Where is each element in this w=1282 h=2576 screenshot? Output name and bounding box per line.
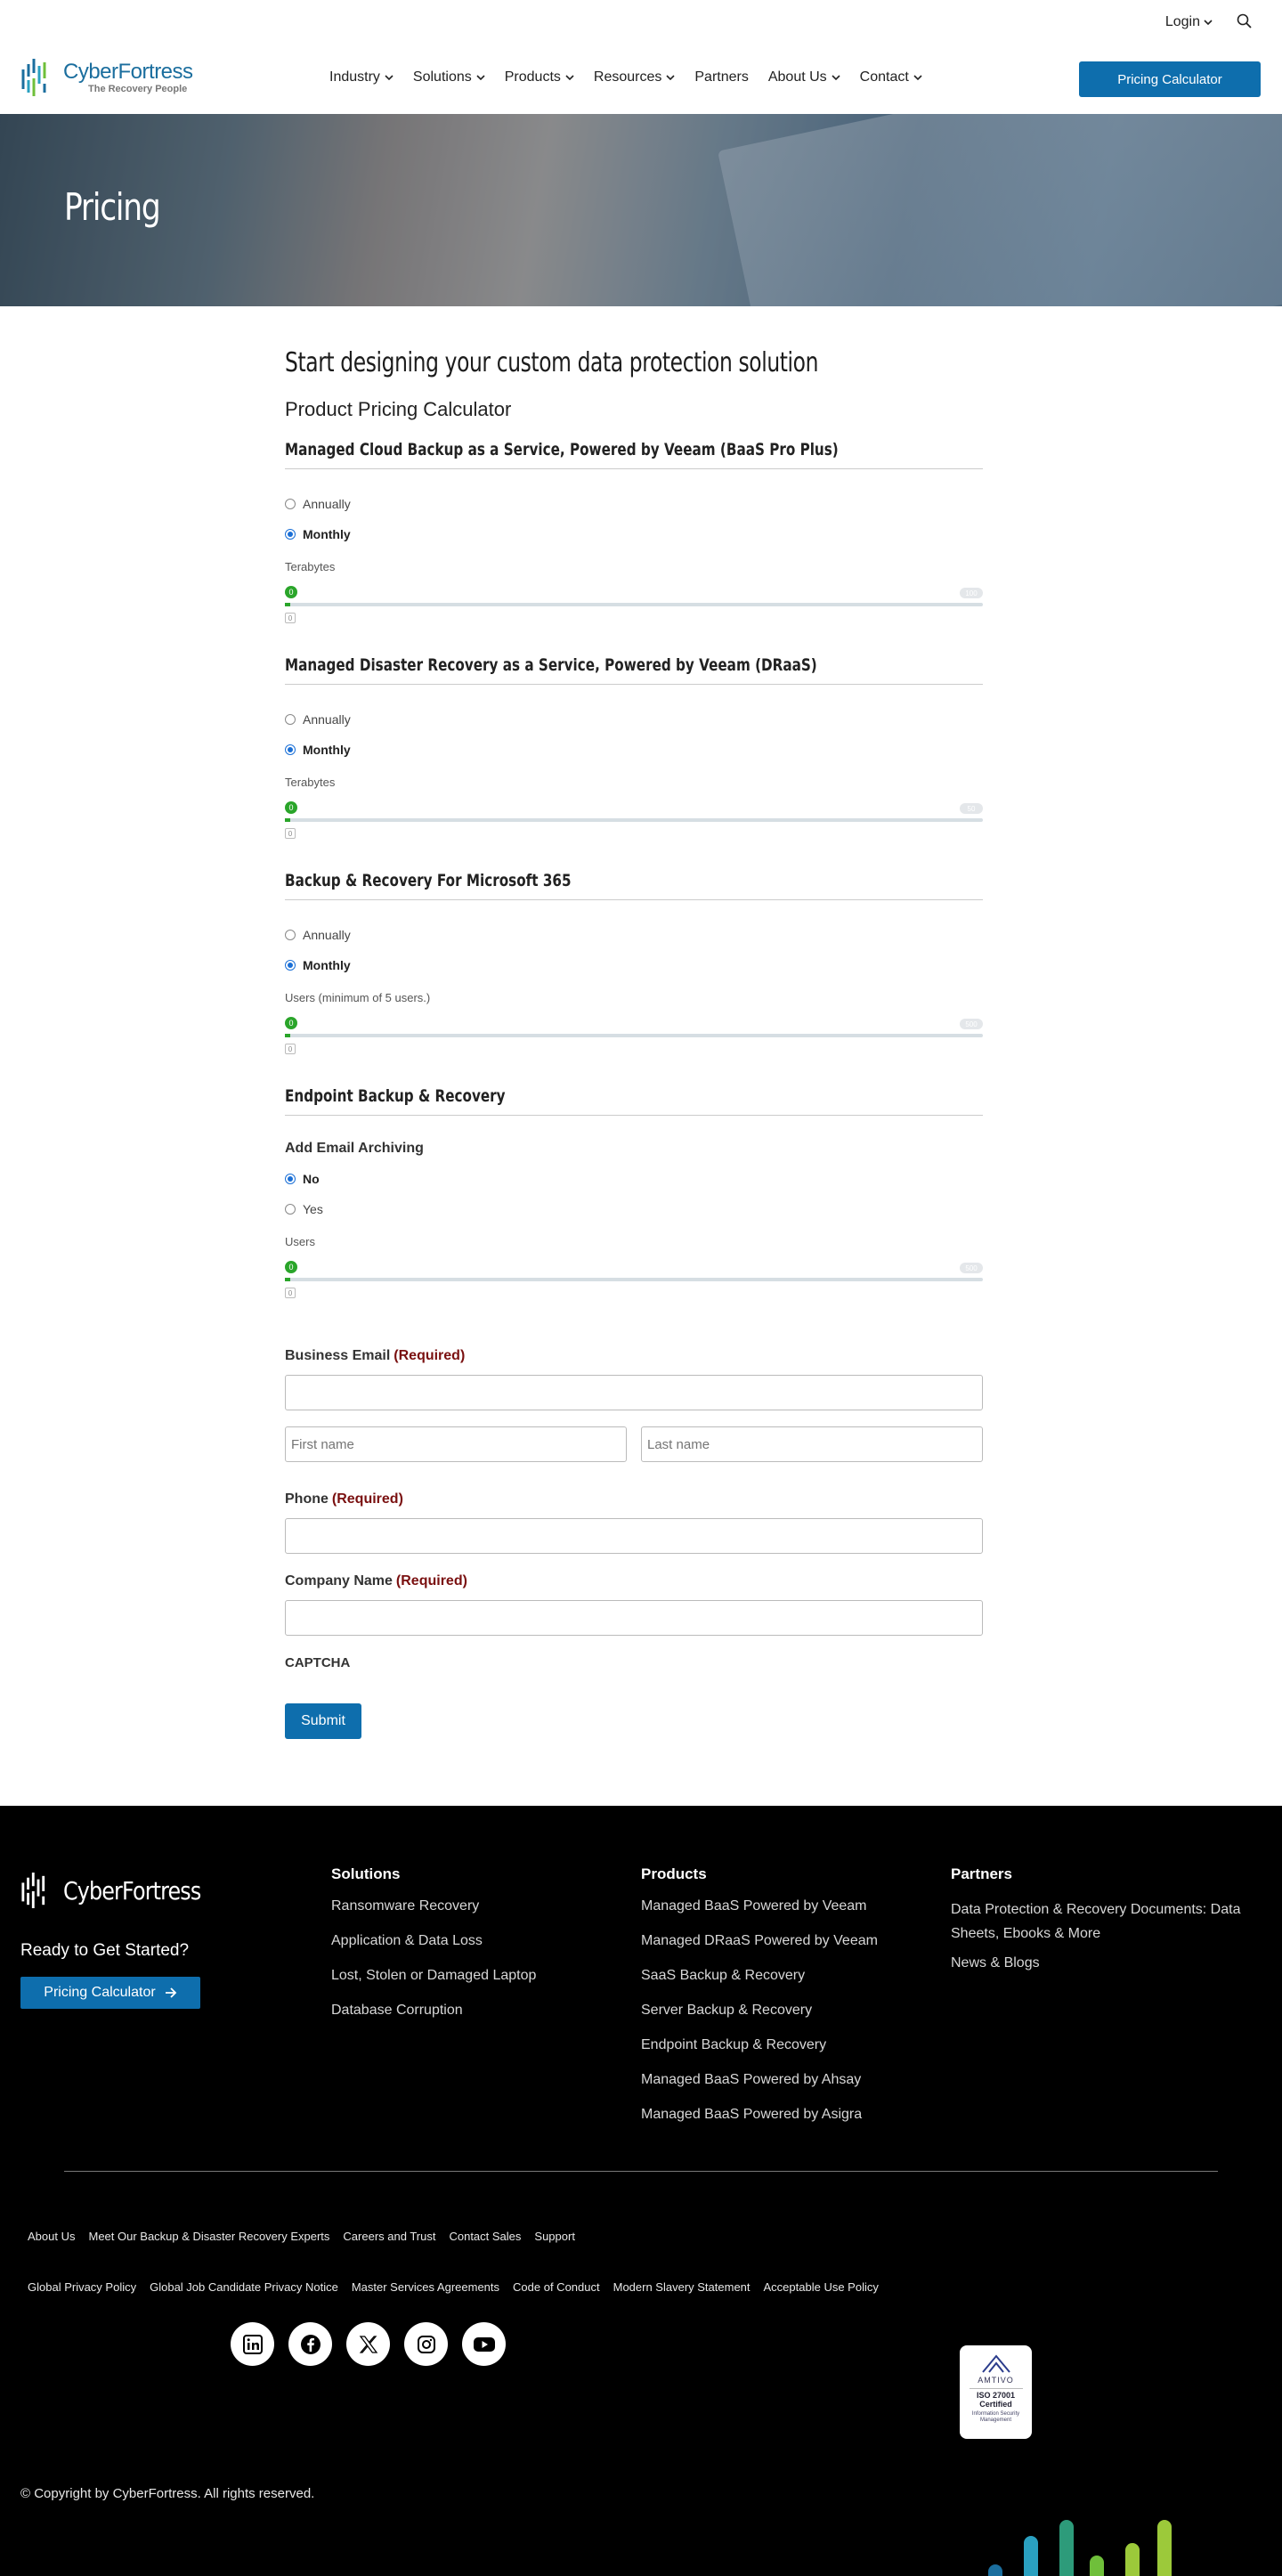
nav-label: Resources — [593, 69, 662, 85]
nav-item-products[interactable] — [505, 69, 574, 85]
footer-link[interactable]: Data Protection & Recovery Documents: Data Sheets, Ebooks & More — [951, 1902, 1241, 1941]
radio-button[interactable] — [285, 529, 296, 540]
radio-monthly[interactable] — [285, 735, 983, 765]
radio-label: Annually — [303, 497, 351, 511]
legal-link[interactable]: Contact Sales — [449, 2230, 522, 2243]
pricing-form — [285, 347, 983, 1728]
nav-item-contact[interactable] — [860, 69, 922, 85]
terabytes-slider[interactable] — [285, 581, 983, 625]
slider-max: 500 — [960, 1019, 983, 1029]
iso-org: AMTIVO — [978, 2376, 1014, 2385]
slider-label: Users (minimum of 5 users.) — [285, 991, 431, 1004]
radio-button[interactable] — [285, 1204, 296, 1215]
radio-label: Annually — [303, 928, 351, 942]
footer-link[interactable]: Endpoint Backup & Recovery — [641, 2037, 827, 2052]
slider-label: Terabytes — [285, 776, 336, 789]
slider-label: Users — [285, 1235, 315, 1248]
section-title: Endpoint Backup & Recovery — [285, 1086, 506, 1106]
footer-column-products — [641, 1865, 935, 2141]
captcha-label: CAPTCHA — [285, 1655, 351, 1670]
footer-link[interactable]: News & Blogs — [951, 1955, 1040, 1971]
login-menu[interactable] — [1165, 14, 1213, 30]
nav-label: Products — [504, 69, 561, 85]
linkedin-icon — [242, 2334, 264, 2355]
amtivo-logo-icon — [980, 2354, 1012, 2374]
radio-monthly[interactable] — [285, 519, 983, 549]
logo-mark-icon — [20, 1870, 56, 1911]
chevron-down-icon — [385, 73, 394, 82]
pricing-calculator-button[interactable]: Pricing Calculator — [1079, 61, 1261, 97]
button-label: Pricing Calculator — [44, 1985, 156, 2000]
form-heading: Start designing your custom data protection solution — [285, 347, 819, 378]
facebook-link[interactable] — [288, 2322, 332, 2366]
chevron-down-icon — [565, 73, 574, 82]
slider-track[interactable] — [285, 818, 983, 822]
slider-value-box: 0 — [285, 828, 296, 839]
legal-link[interactable]: Master Services Agreements — [351, 2280, 500, 2294]
column-title: Solutions — [331, 1865, 401, 1882]
linkedin-link[interactable] — [231, 2322, 274, 2366]
decor-bar — [988, 2564, 1002, 2576]
label-text: Phone — [285, 1491, 329, 1507]
chevron-down-icon — [832, 73, 840, 82]
product-section-baas — [285, 440, 983, 625]
users-slider[interactable] — [285, 1255, 983, 1300]
label-text: Business Email — [285, 1348, 391, 1363]
radio-annually[interactable] — [285, 920, 983, 950]
last-name-input[interactable] — [641, 1426, 983, 1462]
decor-bar — [1125, 2543, 1140, 2576]
radio-label: Yes — [303, 1202, 323, 1216]
company-name-label — [285, 1573, 983, 1589]
slider-handle[interactable]: 0 — [285, 801, 297, 814]
slider-value-box: 0 — [285, 1288, 296, 1298]
footer-legal-links-row-2 — [28, 2280, 879, 2294]
legal-link[interactable]: Support — [534, 2230, 575, 2243]
logo-mark-icon — [20, 57, 58, 98]
footer-link[interactable]: Server Backup & Recovery — [641, 2003, 813, 2018]
radio-button[interactable] — [285, 1174, 296, 1184]
login-label: Login — [1164, 14, 1200, 29]
label-text: Company Name — [285, 1573, 393, 1589]
footer-brand-logo[interactable] — [20, 1870, 225, 1911]
legal-link[interactable]: Global Job Candidate Privacy Notice — [150, 2280, 338, 2294]
slider-handle[interactable]: 0 — [285, 1261, 297, 1273]
column-title: Products — [641, 1865, 707, 1882]
phone-group — [285, 1491, 983, 1554]
footer-link[interactable]: Lost, Stolen or Damaged Laptop — [331, 1968, 537, 1983]
x-icon — [358, 2334, 379, 2355]
radio-button[interactable] — [285, 499, 296, 509]
required-marker: (Required) — [394, 1348, 466, 1363]
business-email-input[interactable] — [285, 1375, 983, 1410]
legal-link[interactable]: Acceptable Use Policy — [763, 2280, 879, 2294]
nav-label: Industry — [329, 69, 380, 85]
legal-link[interactable]: Global Privacy Policy — [28, 2280, 137, 2294]
decor-bar — [1059, 2520, 1074, 2576]
slider-track[interactable] — [285, 603, 983, 606]
radio-label: Monthly — [303, 527, 351, 541]
chevron-down-icon — [476, 73, 485, 82]
brand-logo[interactable] — [20, 57, 193, 98]
business-email-label — [285, 1348, 983, 1364]
company-name-input[interactable] — [285, 1600, 983, 1636]
slider-fill — [285, 1034, 290, 1037]
slider-handle[interactable]: 0 — [285, 1017, 297, 1029]
instagram-link[interactable] — [404, 2322, 448, 2366]
section-title: Managed Cloud Backup as a Service, Powered by Veeam (BaaS Pro Plus) — [285, 440, 839, 459]
slider-max: 100 — [960, 588, 983, 598]
required-marker: (Required) — [395, 1573, 467, 1589]
nav-label: Contact — [859, 69, 909, 85]
legal-link[interactable]: Meet Our Backup & Disaster Recovery Experts — [88, 2230, 330, 2243]
radio-annually[interactable] — [285, 489, 983, 519]
footer-link[interactable]: Managed BaaS Powered by Asigra — [641, 2107, 863, 2122]
footer-link[interactable]: Database Corruption — [331, 2003, 463, 2018]
x-link[interactable] — [346, 2322, 390, 2366]
slider-max: 500 — [960, 1263, 983, 1273]
decor-bar — [1157, 2520, 1172, 2576]
iso-certified: Certified — [979, 2400, 1012, 2409]
first-name-input[interactable] — [285, 1426, 627, 1462]
nav-menu — [329, 69, 922, 85]
copyright-text: © Copyright by CyberFortress. All rights reserved. — [20, 2486, 315, 2501]
arrow-right-icon — [165, 1987, 177, 1998]
email-archiving-title: Add Email Archiving — [285, 1141, 424, 1156]
company-name-group — [285, 1573, 983, 1636]
legal-link[interactable]: Code of Conduct — [513, 2280, 600, 2294]
slider-track[interactable] — [285, 1034, 983, 1037]
radio-button[interactable] — [285, 744, 296, 755]
main-navigation — [0, 46, 1282, 114]
footer-brand-name: CyberFortress — [63, 1875, 201, 1906]
section-title: Managed Disaster Recovery as a Service, Powered by Veeam (DRaaS) — [285, 655, 817, 675]
radio-monthly[interactable] — [285, 950, 983, 980]
product-section-draas — [285, 655, 983, 841]
decorative-bars-graphic — [979, 2500, 1282, 2576]
phone-label — [285, 1491, 983, 1507]
slider-value-box: 0 — [285, 1044, 296, 1054]
brand-name: CyberFortress — [63, 59, 193, 84]
footer-divider — [64, 2171, 1218, 2172]
nav-label: Solutions — [412, 69, 472, 85]
nav-item-resources[interactable] — [594, 69, 675, 85]
slider-track[interactable] — [285, 1278, 983, 1281]
brand-tagline: The Recovery People — [88, 83, 188, 94]
slider-fill — [285, 1278, 290, 1281]
column-title: Partners — [951, 1865, 1012, 1882]
name-fields — [285, 1426, 983, 1462]
terabytes-slider[interactable] — [285, 796, 983, 841]
hero-banner — [0, 114, 1282, 306]
radio-no[interactable] — [285, 1164, 983, 1194]
footer — [0, 1806, 1282, 2576]
form-subheading: Product Pricing Calculator — [285, 398, 512, 420]
footer-link[interactable]: Application & Data Loss — [331, 1933, 483, 1948]
slider-max: 50 — [960, 803, 983, 814]
legal-link[interactable]: Careers and Trust — [343, 2230, 436, 2243]
chevron-down-icon — [1204, 18, 1213, 27]
radio-label: Monthly — [303, 743, 351, 757]
required-marker: (Required) — [331, 1491, 403, 1507]
submit-button[interactable]: Submit — [285, 1703, 361, 1739]
submit-group — [285, 1703, 983, 1739]
iso-standard: ISO 27001 — [976, 2391, 1016, 2400]
radio-button[interactable] — [285, 714, 296, 725]
slider-fill — [285, 818, 290, 822]
users-slider[interactable] — [285, 1012, 983, 1056]
slider-value-box: 0 — [285, 613, 296, 623]
footer-link[interactable]: Managed BaaS Powered by Ahsay — [641, 2072, 862, 2087]
footer-column-partners — [951, 1865, 1262, 1989]
captcha-group — [285, 1655, 983, 1670]
section-title: Backup & Recovery For Microsoft 365 — [285, 871, 572, 890]
footer-link[interactable]: Managed BaaS Powered by Veeam — [641, 1898, 867, 1914]
decor-bar — [1090, 2556, 1104, 2576]
decor-bar — [1024, 2536, 1038, 2576]
radio-button[interactable] — [285, 960, 296, 971]
radio-yes[interactable] — [285, 1194, 983, 1224]
youtube-link[interactable] — [462, 2322, 506, 2366]
legal-link[interactable]: Modern Slavery Statement — [613, 2280, 751, 2294]
social-links — [231, 2322, 506, 2366]
business-email-group — [285, 1348, 983, 1410]
footer-link[interactable]: Ransomware Recovery — [331, 1898, 480, 1914]
footer-link[interactable]: SaaS Backup & Recovery — [641, 1968, 806, 1983]
nav-item-industry[interactable] — [329, 69, 394, 85]
radio-label: Monthly — [303, 958, 351, 972]
product-section-m365 — [285, 871, 983, 1056]
phone-input[interactable] — [285, 1518, 983, 1554]
footer-pricing-calculator-button[interactable] — [20, 1977, 200, 2009]
badge-divider — [970, 2388, 1023, 2389]
youtube-icon — [473, 2336, 496, 2353]
radio-annually[interactable] — [285, 704, 983, 735]
hero-overlay — [0, 114, 1282, 306]
nav-item-partners[interactable] — [694, 69, 748, 85]
slider-handle[interactable]: 0 — [285, 586, 297, 598]
footer-legal-links-row-1 — [28, 2230, 575, 2243]
slider-fill — [285, 603, 290, 606]
footer-column-solutions — [331, 1865, 616, 2036]
nav-item-about-us[interactable] — [768, 69, 840, 85]
page-title: Pricing — [64, 185, 160, 229]
slider-label: Terabytes — [285, 560, 336, 573]
product-section-endpoint — [285, 1086, 983, 1300]
facebook-icon — [300, 2334, 321, 2355]
chevron-down-icon — [666, 73, 675, 82]
radio-label: No — [303, 1172, 320, 1186]
iso-description: Information Security Management — [971, 2411, 1020, 2423]
radio-button[interactable] — [285, 930, 296, 940]
radio-label: Annually — [303, 712, 351, 727]
chevron-down-icon — [913, 73, 922, 82]
nav-label: Partners — [694, 69, 749, 85]
instagram-icon — [416, 2334, 437, 2355]
nav-item-solutions[interactable] — [413, 69, 485, 85]
footer-link[interactable]: Managed DRaaS Powered by Veeam — [641, 1933, 878, 1948]
legal-link[interactable]: About Us — [28, 2230, 76, 2243]
iso-certification-badge — [960, 2345, 1032, 2439]
ready-text: Ready to Get Started? — [20, 1941, 190, 1960]
top-bar — [0, 0, 1282, 46]
nav-label: About Us — [767, 69, 827, 85]
search-icon[interactable] — [1236, 12, 1254, 30]
